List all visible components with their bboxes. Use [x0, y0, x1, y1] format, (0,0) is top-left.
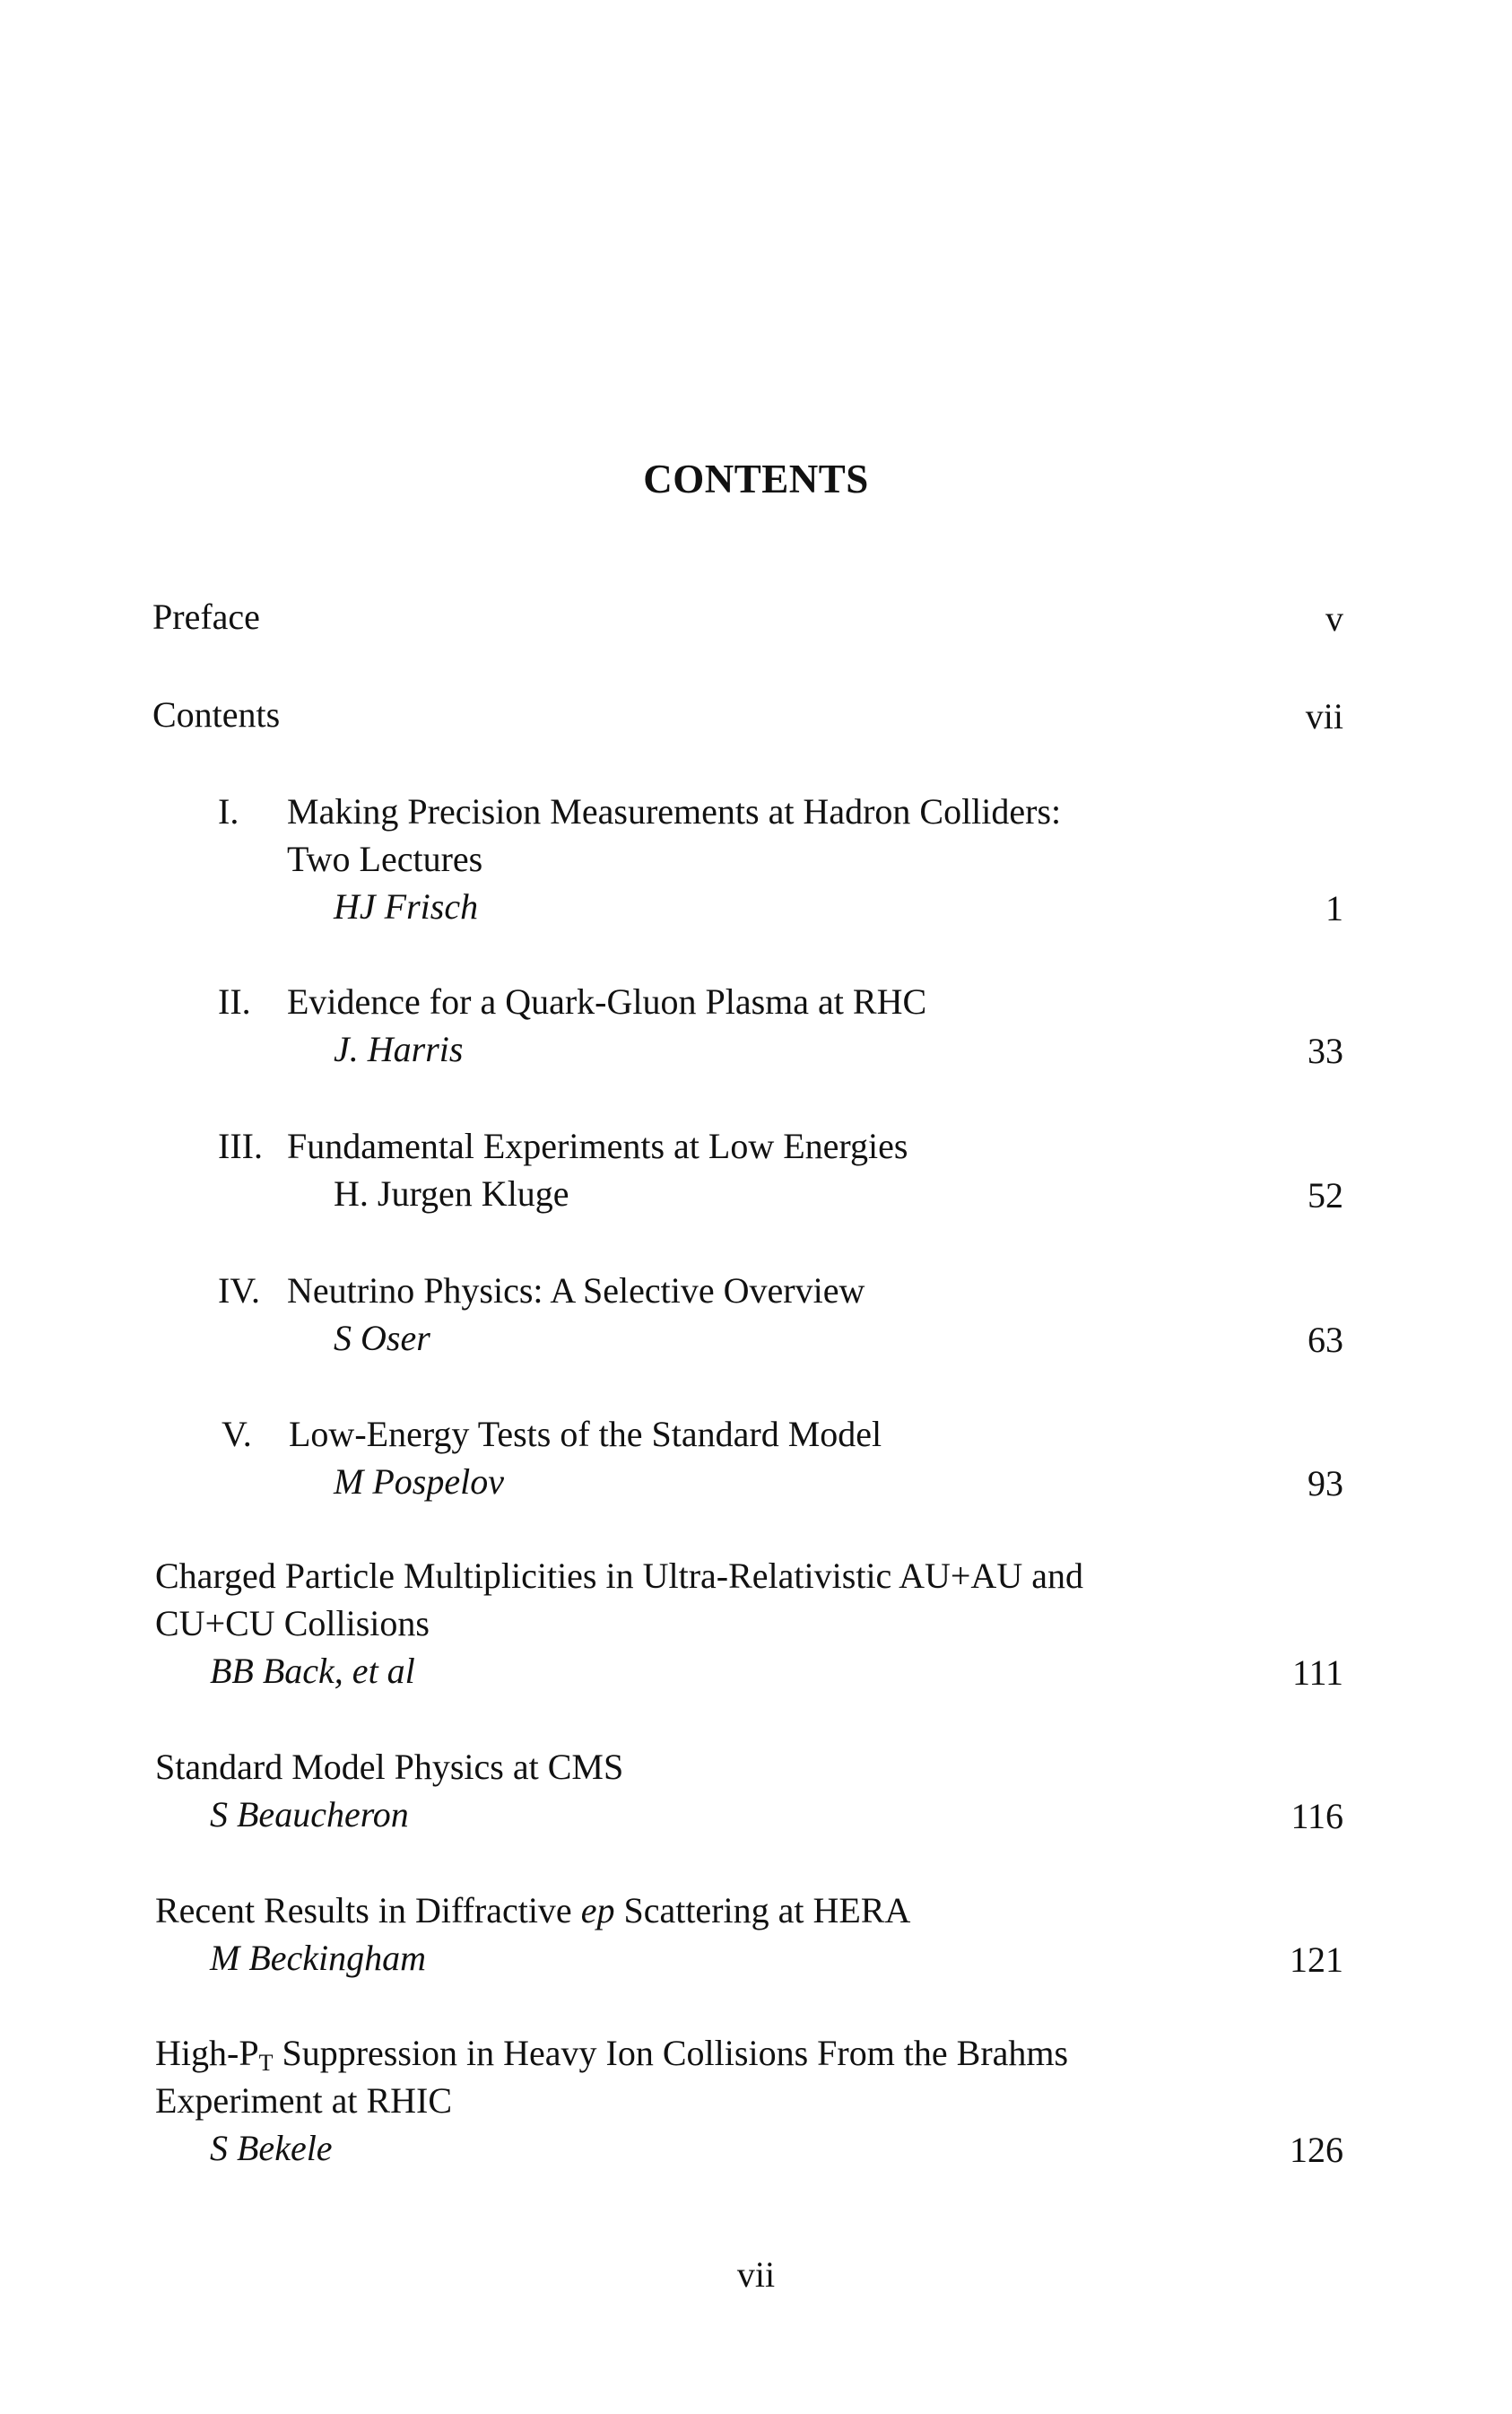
toc-title-paper-1[interactable]: Charged Particle Multiplicities in Ultra-Relativistic AU+AU and — [155, 1556, 1083, 1596]
toc-title-lecture-2[interactable]: Evidence for a Quark-Gluon Plasma at RHC — [287, 981, 927, 1022]
toc-author-paper-1: BB Back, et al — [210, 1651, 415, 1691]
lecture-number: III. — [218, 1126, 263, 1166]
toc-author-lecture-4: S Oser — [334, 1318, 430, 1358]
title-italic: ep — [580, 1890, 615, 1930]
page-title: CONTENTS — [643, 457, 869, 501]
toc-page-contents: vii — [1305, 696, 1343, 736]
toc-page-lecture-2: 33 — [1308, 1031, 1343, 1071]
lecture-number: V. — [222, 1414, 252, 1454]
toc-author-lecture-5: M Pospelov — [334, 1461, 504, 1502]
toc-title-lecture-3[interactable]: Fundamental Experiments at Low Energies — [287, 1126, 908, 1166]
toc-author-lecture-1: HJ Frisch — [334, 886, 479, 927]
toc-page-lecture-3: 52 — [1308, 1175, 1343, 1216]
toc-page-paper-1: 111 — [1291, 1652, 1343, 1693]
toc-author-paper-2: S Beaucheron — [210, 1794, 409, 1834]
toc-page-lecture-5: 93 — [1308, 1463, 1343, 1503]
title-text: Suppression in Heavy Ion Collisions From the Brahms — [273, 2033, 1069, 2073]
toc-title-lecture-1[interactable]: Making Precision Measurements at Hadron Colliders: — [287, 791, 1062, 832]
toc-page-lecture-1: 1 — [1325, 888, 1343, 928]
toc-author-paper-3: M Beckingham — [210, 1938, 427, 1978]
lecture-number: I. — [218, 791, 239, 832]
toc-title-lecture-1-line2[interactable]: Two Lectures — [287, 839, 483, 879]
page-number-footer: vii — [736, 2254, 776, 2295]
toc-title-preface[interactable]: Preface — [152, 597, 260, 637]
subscript: T — [258, 2050, 274, 2076]
title-text: Recent Results in Diffractive — [155, 1890, 581, 1930]
toc-title-paper-3[interactable] — [155, 1889, 910, 1932]
title-text: High-P — [155, 2033, 259, 2073]
toc-title-paper-2[interactable]: Standard Model Physics at CMS — [155, 1747, 624, 1787]
toc-page-paper-2: 116 — [1290, 1796, 1343, 1836]
toc-title-paper-1-line2[interactable]: CU+CU Collisions — [155, 1603, 430, 1643]
lecture-number: IV. — [218, 1270, 261, 1311]
toc-author-paper-4: S Bekele — [210, 2128, 333, 2168]
toc-title-contents[interactable]: Contents — [152, 694, 281, 735]
title-text: Scattering at HERA — [614, 1890, 911, 1930]
toc-page-lecture-4: 63 — [1308, 1320, 1343, 1360]
toc-title-lecture-5[interactable]: Low-Energy Tests of the Standard Model — [289, 1414, 882, 1454]
toc-title-paper-4[interactable] — [155, 2032, 1068, 2075]
toc-page-paper-3: 121 — [1290, 1939, 1343, 1980]
toc-title-paper-4-line2[interactable]: Experiment at RHIC — [155, 2080, 453, 2121]
toc-author-lecture-2: J. Harris — [334, 1029, 464, 1069]
toc-title-lecture-4[interactable]: Neutrino Physics: A Selective Overview — [287, 1270, 865, 1311]
toc-page-paper-4: 126 — [1290, 2130, 1343, 2170]
lecture-number: II. — [218, 981, 251, 1022]
toc-author-lecture-3: H. Jurgen Kluge — [334, 1173, 569, 1214]
toc-page-preface: v — [1325, 598, 1343, 639]
